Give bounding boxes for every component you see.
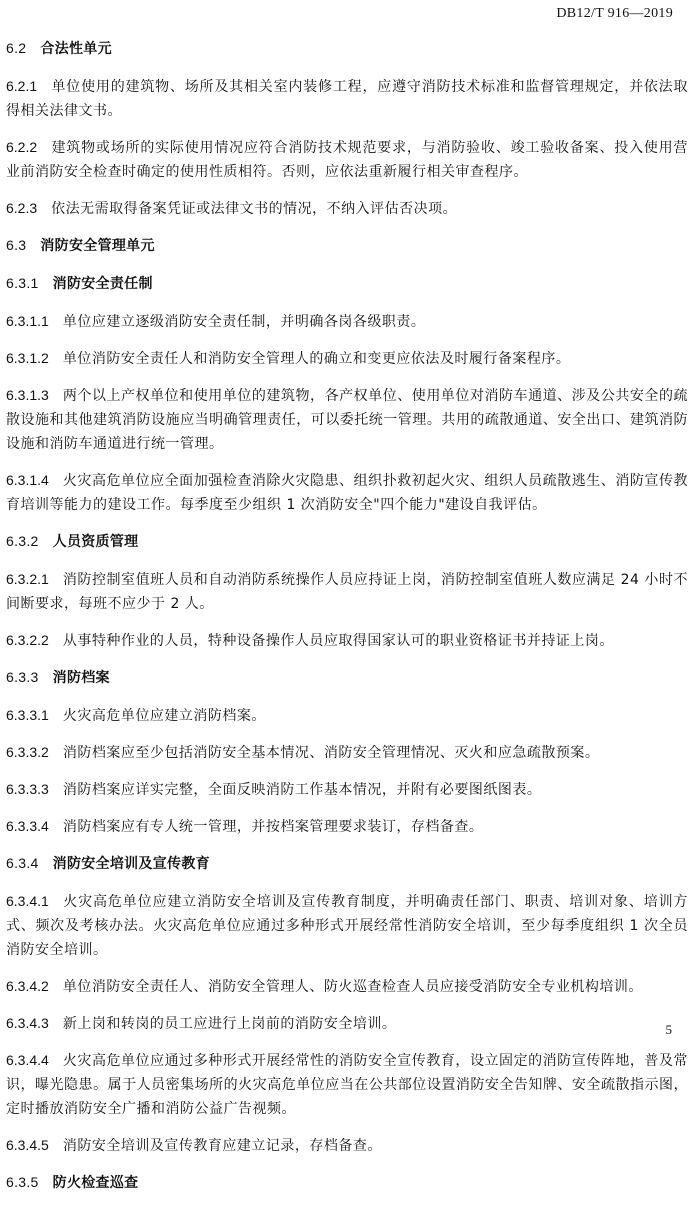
clause-paragraph bbox=[6, 777, 688, 802]
section-heading bbox=[6, 665, 688, 690]
section-heading bbox=[6, 271, 688, 296]
clause-number: 6.3.4 bbox=[6, 855, 39, 871]
clause-number: 6.3.3.1 bbox=[6, 707, 49, 723]
clause-text: 火灾高危单位应建立消防安全培训及宣传教育制度，并明确责任部门、职责、培训对象、培训方式、频次及考核办法。火灾高危单位应通过多种形式开展经常性消防安全培训，至少每季度组织 1 次全员消防安全培训。 bbox=[6, 894, 688, 958]
clause-number: 6.3.1.3 bbox=[6, 387, 49, 403]
clause-number: 6.3.4.5 bbox=[6, 1137, 49, 1153]
clause-number: 6.2.3 bbox=[6, 200, 38, 216]
clause-number: 6.3.1 bbox=[6, 275, 39, 291]
clause-number: 6.3.3 bbox=[6, 669, 39, 685]
section-heading bbox=[6, 529, 688, 554]
clause-text: 单位应建立逐级消防安全责任制，并明确各岗各级职责。 bbox=[62, 314, 426, 330]
clause-number: 6.3.2 bbox=[6, 533, 39, 549]
clause-number: 6.3.4.1 bbox=[6, 893, 49, 909]
clause-paragraph bbox=[6, 703, 688, 728]
clause-paragraph bbox=[6, 814, 688, 839]
clause-paragraph bbox=[6, 567, 688, 616]
clause-number: 6.3 bbox=[6, 237, 27, 253]
clause-text: 新上岗和转岗的员工应进行上岗前的消防安全培训。 bbox=[62, 1016, 397, 1032]
clause-number: 6.3.1.1 bbox=[6, 313, 49, 329]
clause-text: 火灾高危单位应全面加强检查消除火灾隐患、组织扑救初起火灾、组织人员疏散逃生、消防宣传教育培训等能力的建设工作。每季度至少组织 1 次消防安全"四个能力"建设自我评估。 bbox=[6, 473, 688, 513]
clause-text: 建筑物或场所的实际使用情况应符合消防技术规范要求，与消防验收、竣工验收备案、投入使用营业前消防安全检查时确定的使用性质相符。否则，应依法重新履行相关审查程序。 bbox=[6, 140, 688, 180]
heading-text: 消防档案 bbox=[52, 670, 110, 686]
clause-number: 6.2.1 bbox=[6, 78, 38, 94]
clause-number: 6.3.5 bbox=[6, 1174, 39, 1190]
section-heading bbox=[6, 36, 688, 61]
clause-number: 6.3.3.3 bbox=[6, 781, 49, 797]
heading-text: 防火检查巡查 bbox=[52, 1175, 139, 1191]
clause-text: 两个以上产权单位和使用单位的建筑物，各产权单位、使用单位对消防车通道、涉及公共安全的疏散设施和其他建筑消防设施应当明确管理责任，可以委托统一管理。共用的疏散通道、安全出口、建筑消防设施和消防车通道进行统一管理。 bbox=[6, 388, 688, 452]
clause-paragraph bbox=[6, 74, 688, 123]
clause-paragraph bbox=[6, 383, 688, 456]
clause-number: 6.3.1.2 bbox=[6, 350, 49, 366]
clause-number: 6.3.4.2 bbox=[6, 978, 49, 994]
clause-text: 消防档案应详实完整，全面反映消防工作基本情况，并附有必要图纸图表。 bbox=[62, 782, 542, 798]
clause-paragraph bbox=[6, 740, 688, 765]
clause-number: 6.2 bbox=[6, 40, 27, 56]
clause-text: 消防控制室值班人员和自动消防系统操作人员应持证上岗，消防控制室值班人数应满足 24 小时不间断要求，每班不应少于 2 人。 bbox=[6, 572, 688, 612]
clause-paragraph bbox=[6, 196, 688, 221]
clause-number: 6.3.1.4 bbox=[6, 472, 49, 488]
heading-text: 合法性单元 bbox=[40, 41, 112, 57]
section-heading bbox=[6, 1170, 688, 1195]
clause-paragraph bbox=[6, 974, 688, 999]
clause-paragraph bbox=[6, 135, 688, 184]
heading-text: 消防安全责任制 bbox=[52, 276, 153, 292]
document-id: DB12/T 916—2019 bbox=[556, 6, 673, 21]
clause-text: 火灾高危单位应通过多种形式开展经常性的消防安全宣传教育，设立固定的消防宣传阵地，普及常识，曝光隐患。属于人员密集场所的火灾高危单位应当在公共部位设置消防安全告知牌、安全疏散指示图，定时播放消防安全广播和消防公益广告视频。 bbox=[6, 1053, 688, 1117]
clause-text: 单位消防安全责任人、消防安全管理人、防火巡查检查人员应接受消防安全专业机构培训。 bbox=[62, 979, 643, 995]
clause-number: 6.3.2.1 bbox=[6, 571, 49, 587]
clause-number: 6.3.3.4 bbox=[6, 818, 49, 834]
clause-number: 6.3.2.2 bbox=[6, 632, 49, 648]
document-body bbox=[6, 36, 688, 1208]
clause-text: 依法无需取得备案凭证或法律文书的情况，不纳入评估否决项。 bbox=[51, 201, 458, 217]
heading-text: 消防安全管理单元 bbox=[40, 238, 155, 254]
clause-paragraph bbox=[6, 309, 688, 334]
clause-number: 6.3.4.4 bbox=[6, 1052, 49, 1068]
clause-paragraph bbox=[6, 1133, 688, 1158]
clause-text: 消防档案应有专人统一管理，并按档案管理要求装订，存档备查。 bbox=[62, 819, 484, 835]
clause-text: 单位消防安全责任人和消防安全管理人的确立和变更应依法及时履行备案程序。 bbox=[62, 351, 571, 367]
heading-text: 消防安全培训及宣传教育 bbox=[52, 856, 210, 872]
clause-text: 火灾高危单位应建立消防档案。 bbox=[62, 708, 266, 724]
clause-number: 6.3.4.3 bbox=[6, 1015, 49, 1031]
clause-paragraph bbox=[6, 889, 688, 962]
section-heading bbox=[6, 233, 688, 258]
clause-number: 6.3.3.2 bbox=[6, 744, 49, 760]
clause-paragraph bbox=[6, 1011, 688, 1036]
clause-paragraph bbox=[6, 1048, 688, 1121]
clause-text: 消防档案应至少包括消防安全基本情况、消防安全管理情况、灭火和应急疏散预案。 bbox=[62, 745, 600, 761]
clause-paragraph bbox=[6, 346, 688, 371]
heading-text: 人员资质管理 bbox=[52, 534, 139, 550]
clause-paragraph bbox=[6, 468, 688, 517]
clause-text: 单位使用的建筑物、场所及其相关室内装修工程，应遵守消防技术标准和监督管理规定，并依法取得相关法律文书。 bbox=[6, 79, 688, 119]
section-heading bbox=[6, 851, 688, 876]
clause-paragraph bbox=[6, 628, 688, 653]
clause-number: 6.2.2 bbox=[6, 139, 38, 155]
clause-text: 消防安全培训及宣传教育应建立记录，存档备查。 bbox=[62, 1138, 382, 1154]
page-number: 5 bbox=[665, 1022, 672, 1037]
clause-text: 从事特种作业的人员，特种设备操作人员应取得国家认可的职业资格证书并持证上岗。 bbox=[62, 633, 614, 649]
